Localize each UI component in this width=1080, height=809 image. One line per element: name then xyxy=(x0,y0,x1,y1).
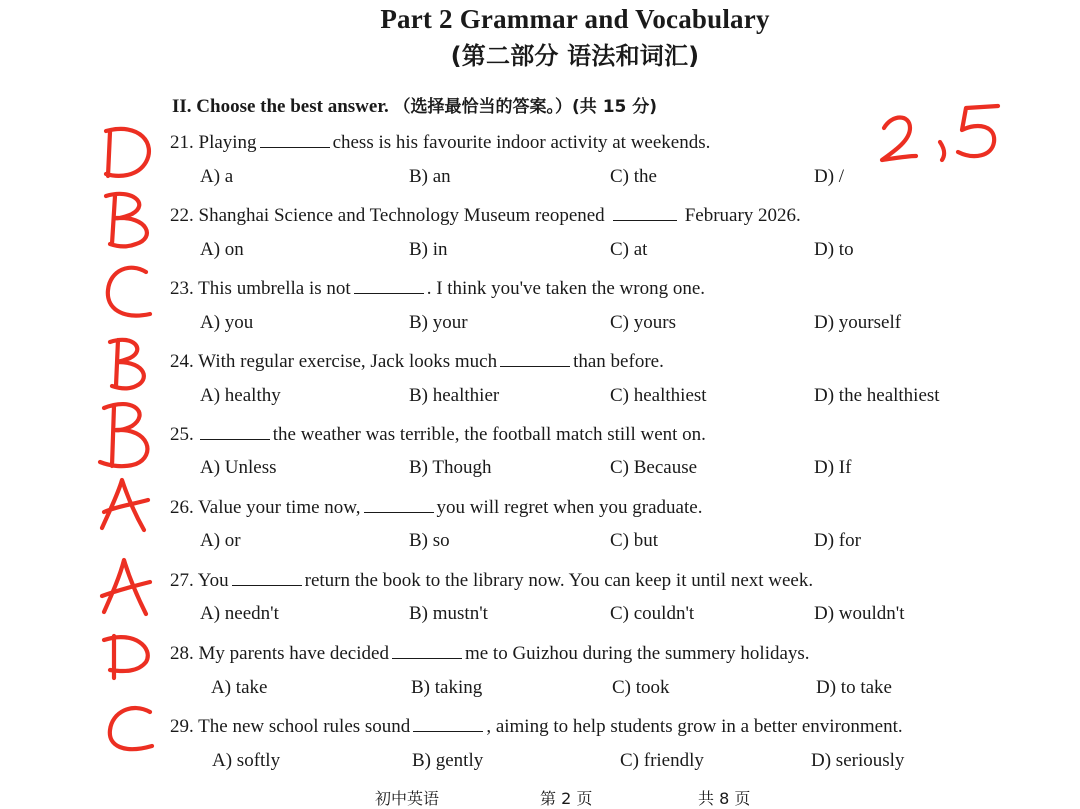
handwritten-letter xyxy=(104,636,148,678)
question-29 xyxy=(170,713,903,738)
option-b: B) mustn't xyxy=(409,603,488,624)
option-b: B) your xyxy=(409,312,468,333)
option-a: A) a xyxy=(200,166,234,187)
answer-blank xyxy=(200,421,270,440)
question-text-before: Shanghai Science and Technology Museum reopened xyxy=(198,205,605,226)
question-number: 23. xyxy=(170,278,194,299)
question-25 xyxy=(170,421,706,446)
option-a: A) or xyxy=(200,530,241,551)
footer-subject: 初中英语 xyxy=(375,789,440,808)
answer-blank xyxy=(500,348,570,367)
option-d: D) yourself xyxy=(814,312,902,333)
option-d: D) seriously xyxy=(811,750,905,771)
instruction-en: II. Choose the best answer. xyxy=(172,96,389,117)
question-22 xyxy=(170,202,801,227)
option-c: C) friendly xyxy=(620,750,704,771)
handwritten-letter xyxy=(106,129,149,176)
question-26 xyxy=(170,494,702,519)
question-number: 27. xyxy=(170,570,194,591)
option-c: C) healthiest xyxy=(610,385,707,406)
option-d: D) the healthiest xyxy=(814,385,940,406)
option-b: B) gently xyxy=(412,750,484,771)
answer-blank xyxy=(260,129,330,148)
footer-page-number: 第 2 页 xyxy=(540,789,593,808)
question-text-after: return the book to the library now. You can keep it until next week. xyxy=(304,570,814,591)
question-text-after: . I think you've taken the wrong one. xyxy=(426,278,706,299)
option-c: C) but xyxy=(610,530,659,551)
question-text-before: You xyxy=(197,570,229,591)
question-number: 29. xyxy=(170,716,194,737)
option-b: B) Though xyxy=(409,457,492,478)
question-23 xyxy=(170,275,705,300)
instruction-cn: （选择最恰当的答案。）(共 15 分) xyxy=(393,97,658,117)
option-a: A) on xyxy=(200,239,244,260)
handwritten-letter xyxy=(102,480,148,530)
question-28 xyxy=(170,640,810,665)
question-text-before: With regular exercise, Jack looks much xyxy=(198,351,498,372)
option-c: C) took xyxy=(612,677,670,698)
question-text-after: chess is his favourite indoor activity at weekends. xyxy=(332,132,711,153)
question-number: 22. xyxy=(170,205,194,226)
instruction xyxy=(172,92,657,118)
option-a: A) softly xyxy=(212,750,281,771)
option-b: B) in xyxy=(409,239,448,260)
question-text-after: you will regret when you graduate. xyxy=(436,497,703,518)
handwritten-letter xyxy=(106,194,147,246)
question-24 xyxy=(170,348,664,373)
section-title: Part 2 Grammar and Vocabulary xyxy=(380,4,770,34)
handwritten-letter xyxy=(110,708,152,749)
answer-blank xyxy=(392,640,462,659)
handwritten-letter xyxy=(108,268,150,316)
option-d: D) / xyxy=(814,166,845,187)
answer-blank xyxy=(354,275,424,294)
question-number: 25. xyxy=(170,424,194,445)
question-number: 24. xyxy=(170,351,194,372)
option-d: D) to xyxy=(814,239,854,260)
option-b: B) healthier xyxy=(409,385,500,406)
option-c: C) couldn't xyxy=(610,603,695,624)
answer-blank xyxy=(232,567,302,586)
section-subtitle: (第二部分 语法和词汇) xyxy=(450,42,700,70)
footer-total-pages: 共 8 页 xyxy=(698,789,751,808)
option-a: A) take xyxy=(211,677,268,698)
handwritten-score-note xyxy=(882,106,998,160)
answer-blank xyxy=(413,713,483,732)
question-text-after: , aiming to help students grow in a better environment. xyxy=(486,716,903,737)
question-text-before: Value your time now, xyxy=(198,497,361,518)
option-b: B) so xyxy=(409,530,450,551)
question-number: 26. xyxy=(170,497,194,518)
option-c: C) Because xyxy=(610,457,698,478)
option-d: D) If xyxy=(814,457,852,478)
question-text-before: Playing xyxy=(198,132,257,153)
option-a: A) healthy xyxy=(200,385,281,406)
option-d: D) for xyxy=(814,530,861,551)
question-27 xyxy=(170,567,813,592)
option-d: D) to take xyxy=(816,677,892,698)
option-c: C) the xyxy=(610,166,657,187)
option-a: A) Unless xyxy=(200,457,277,478)
question-text-after: than before. xyxy=(573,351,664,372)
handwritten-letter xyxy=(110,340,144,388)
answer-blank xyxy=(613,202,677,221)
option-d: D) wouldn't xyxy=(814,603,905,624)
option-c: C) yours xyxy=(610,312,676,333)
question-text-after: the weather was terrible, the football match still went on. xyxy=(272,424,706,445)
question-number: 21. xyxy=(170,132,194,153)
option-c: C) at xyxy=(610,239,648,260)
question-text-before: The new school rules sound xyxy=(198,716,411,737)
handwritten-letter xyxy=(100,404,147,466)
option-b: B) taking xyxy=(411,677,483,698)
question-text-after: me to Guizhou during the summery holidays. xyxy=(464,643,810,664)
question-text-before: This umbrella is not xyxy=(198,278,351,299)
handwritten-letter xyxy=(102,560,150,614)
option-a: A) you xyxy=(200,312,254,333)
question-text-before: My parents have decided xyxy=(198,643,389,664)
answer-blank xyxy=(364,494,434,513)
question-number: 28. xyxy=(170,643,194,664)
question-text-after: February 2026. xyxy=(684,205,801,226)
option-a: A) needn't xyxy=(200,603,279,624)
question-21 xyxy=(170,129,710,154)
option-b: B) an xyxy=(409,166,451,187)
